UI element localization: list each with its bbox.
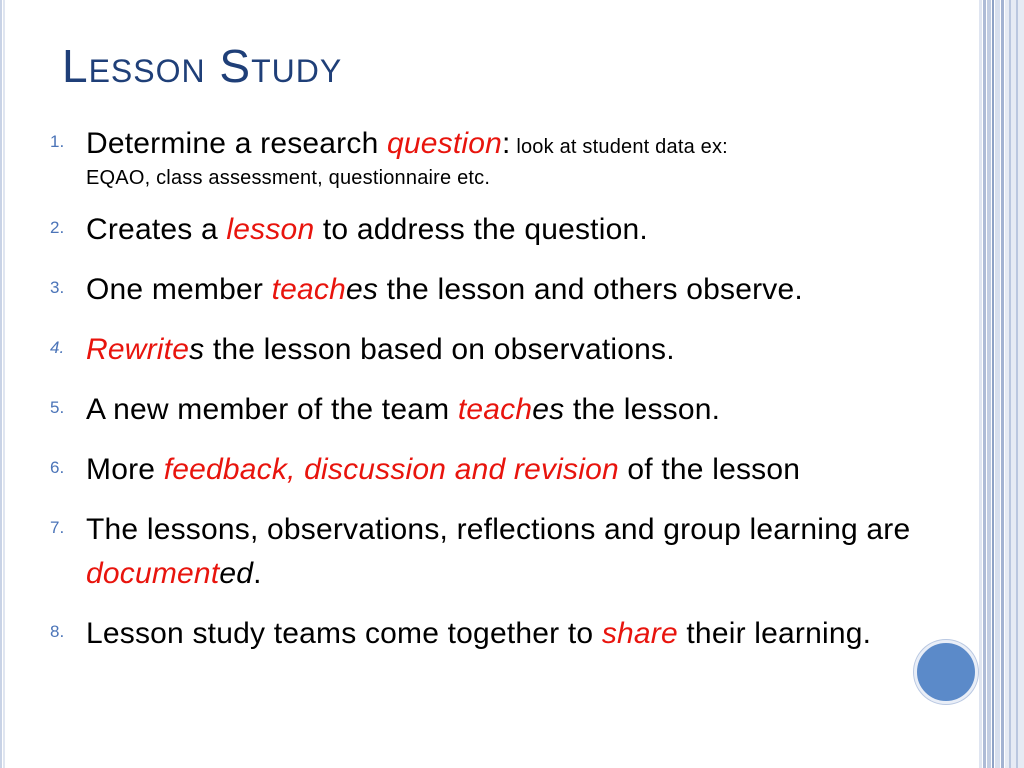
decorative-stripe bbox=[1009, 0, 1011, 768]
item-text bbox=[86, 122, 950, 192]
decorative-stripe bbox=[1016, 0, 1018, 768]
emphasis-suffix: es bbox=[532, 393, 565, 426]
list-item bbox=[50, 612, 950, 656]
item-text-part: One member bbox=[86, 273, 272, 306]
item-text-part: Lesson study teams come together to bbox=[86, 617, 602, 650]
decorative-stripe bbox=[995, 0, 1000, 768]
item-number: 4. bbox=[50, 338, 65, 357]
list-item bbox=[50, 268, 950, 312]
emphasis-text: question bbox=[387, 127, 503, 160]
item-text bbox=[86, 508, 950, 596]
decorative-stripe bbox=[979, 0, 982, 768]
emphasis-text: feedback, discussion and revision bbox=[163, 453, 619, 486]
item-number: 8. bbox=[50, 622, 65, 641]
decorative-stripe bbox=[1005, 0, 1024, 768]
item-subtext: look at student data ex: bbox=[510, 136, 728, 158]
item-text-part: the lesson and others observe. bbox=[378, 273, 803, 306]
decorative-stripe bbox=[983, 0, 986, 768]
emphasis-text: Rewrite bbox=[86, 333, 190, 366]
item-text bbox=[86, 268, 950, 312]
list-item bbox=[50, 388, 950, 432]
item-number: 3. bbox=[50, 278, 65, 297]
item-text-part: : bbox=[502, 127, 511, 160]
item-text bbox=[86, 612, 950, 656]
emphasis-text: document bbox=[86, 557, 220, 590]
item-text bbox=[86, 208, 950, 252]
steps-list bbox=[50, 122, 950, 672]
item-number: 5. bbox=[50, 398, 65, 417]
emphasis-text: teach bbox=[271, 273, 346, 306]
item-text-part: The lessons, observations, reflections and group learning are bbox=[86, 513, 911, 546]
item-text-part: to address the question. bbox=[314, 213, 648, 246]
list-item bbox=[50, 122, 950, 192]
emphasis-suffix: ed bbox=[219, 557, 254, 590]
item-text bbox=[86, 328, 950, 372]
item-subtext: EQAO, class assessment, questionnaire etc. bbox=[86, 167, 491, 189]
emphasis-text: teach bbox=[457, 393, 533, 426]
item-text-part: their learning. bbox=[677, 617, 872, 650]
item-text-part: . bbox=[253, 557, 262, 590]
decorative-circle bbox=[914, 640, 978, 704]
item-number: 2. bbox=[50, 218, 65, 237]
item-text-part: the lesson. bbox=[564, 393, 721, 426]
item-number: 6. bbox=[50, 458, 65, 477]
item-text bbox=[86, 388, 950, 432]
item-text-part: A new member of the team bbox=[86, 393, 458, 426]
emphasis-suffix: s bbox=[189, 333, 205, 366]
item-number: 1. bbox=[50, 132, 65, 151]
item-text-part: the lesson based on observations. bbox=[204, 333, 675, 366]
decorative-stripe bbox=[987, 0, 991, 768]
left-frame-stripe bbox=[0, 0, 5, 768]
item-text-part: Creates a bbox=[86, 213, 227, 246]
item-text-part: Determine a research bbox=[86, 127, 387, 160]
item-text-part: More bbox=[86, 453, 164, 486]
item-text bbox=[86, 448, 950, 492]
item-text-part: of the lesson bbox=[618, 453, 801, 486]
decorative-stripe bbox=[1001, 0, 1004, 768]
emphasis-suffix: es bbox=[346, 273, 379, 306]
item-number: 7. bbox=[50, 518, 65, 537]
list-item bbox=[50, 208, 950, 252]
list-item bbox=[50, 448, 950, 492]
decorative-stripe bbox=[992, 0, 994, 768]
slide-title: Lesson Study bbox=[62, 40, 343, 92]
list-item bbox=[50, 328, 950, 372]
list-item bbox=[50, 508, 950, 596]
emphasis-text: lesson bbox=[226, 213, 315, 246]
emphasis-text: share bbox=[601, 617, 678, 650]
